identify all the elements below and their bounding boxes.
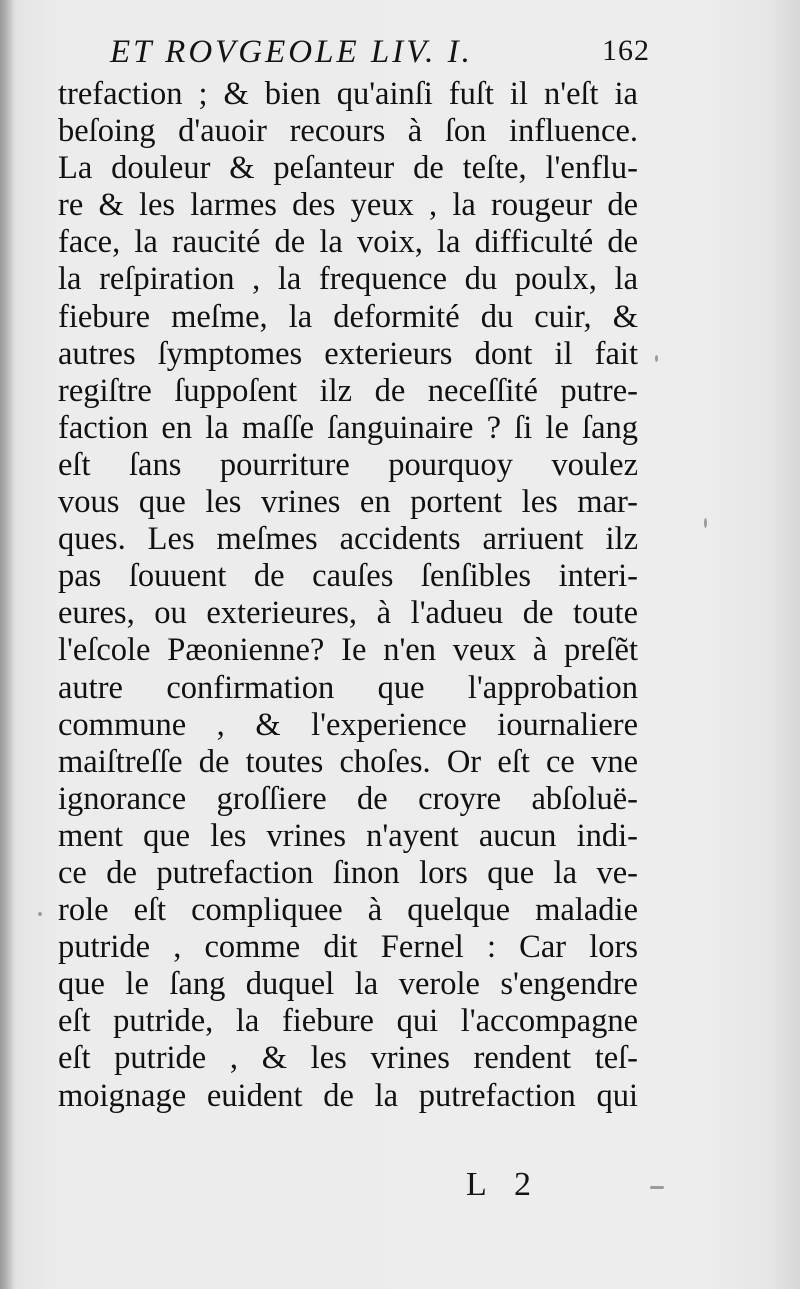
- signature-mark: L 2: [466, 1166, 542, 1203]
- text-line: re & les larmes des yeux , la rougeur de: [58, 187, 638, 224]
- text-line: regiſtre ſuppoſent ilz de neceſſité putre-: [58, 372, 638, 409]
- text-line: ce de putrefaction ſinon lors que la ve-: [58, 854, 638, 891]
- text-line: eures, ou exterieures, à l'adueu de toute: [58, 595, 638, 632]
- text-line: autre confirmation que l'approbation: [58, 669, 638, 706]
- text-line: que le ſang duquel la verole s'engendre: [58, 966, 638, 1003]
- body-text: [58, 76, 638, 1115]
- text-line: fiebure meſme, la deformité du cuir, &: [58, 298, 638, 335]
- text-line: l'eſcole Pæonienne? Ie n'en veux à preſẽt: [58, 632, 638, 669]
- text-line: maiſtreſſe de toutes choſes. Or eſt ce vne: [58, 743, 638, 780]
- text-line: eſt putride, la fiebure qui l'accompagne: [58, 1003, 638, 1040]
- text-line: face, la raucité de la voix, la difficulté de: [58, 224, 638, 261]
- paper-speck: [704, 518, 707, 528]
- text-line: autres ſymptomes exterieurs dont il fait: [58, 335, 638, 372]
- text-line: la reſpiration , la frequence du poulx, la: [58, 261, 638, 298]
- text-line: eſt putride , & les vrines rendent teſ-: [58, 1040, 638, 1077]
- paper-speck: [38, 912, 42, 916]
- page-number: 162: [602, 34, 650, 67]
- text-line: La douleur & peſanteur de teſte, l'enflu-: [58, 150, 638, 187]
- text-line: trefaction ; & bien qu'ainſi fuſt il n'eſt ia: [58, 76, 638, 112]
- text-line: putride , comme dit Fernel : Car lors: [58, 929, 638, 966]
- paper-speck: [650, 1186, 664, 1189]
- text-line: moignage euident de la putrefaction qui: [58, 1077, 638, 1114]
- text-line: vous que les vrines en portent les mar-: [58, 484, 638, 521]
- text-line: ques. Les meſmes accidents arriuent ilz: [58, 521, 638, 558]
- text-line: faction en la maſſe ſanguinaire ? ſi le ſang: [58, 409, 638, 446]
- text-line: commune , & l'experience iournaliere: [58, 706, 638, 743]
- text-line: eſt ſans pourriture pourquoy voulez: [58, 446, 638, 483]
- text-line: pas ſouuent de cauſes ſenſibles interi-: [58, 558, 638, 595]
- text-line: ment que les vrines n'ayent aucun indi-: [58, 817, 638, 854]
- running-head-title: ET ROVGEOLE LIV. I.: [110, 34, 473, 70]
- text-line: beſoing d'auoir recours à ſon influence.: [58, 113, 638, 150]
- text-line: ignorance groſſiere de croyre abſoluë-: [58, 780, 638, 817]
- text-line: role eſt compliquee à quelque maladie: [58, 892, 638, 929]
- spine-shadow: [0, 0, 14, 1289]
- paper-speck: [655, 355, 658, 362]
